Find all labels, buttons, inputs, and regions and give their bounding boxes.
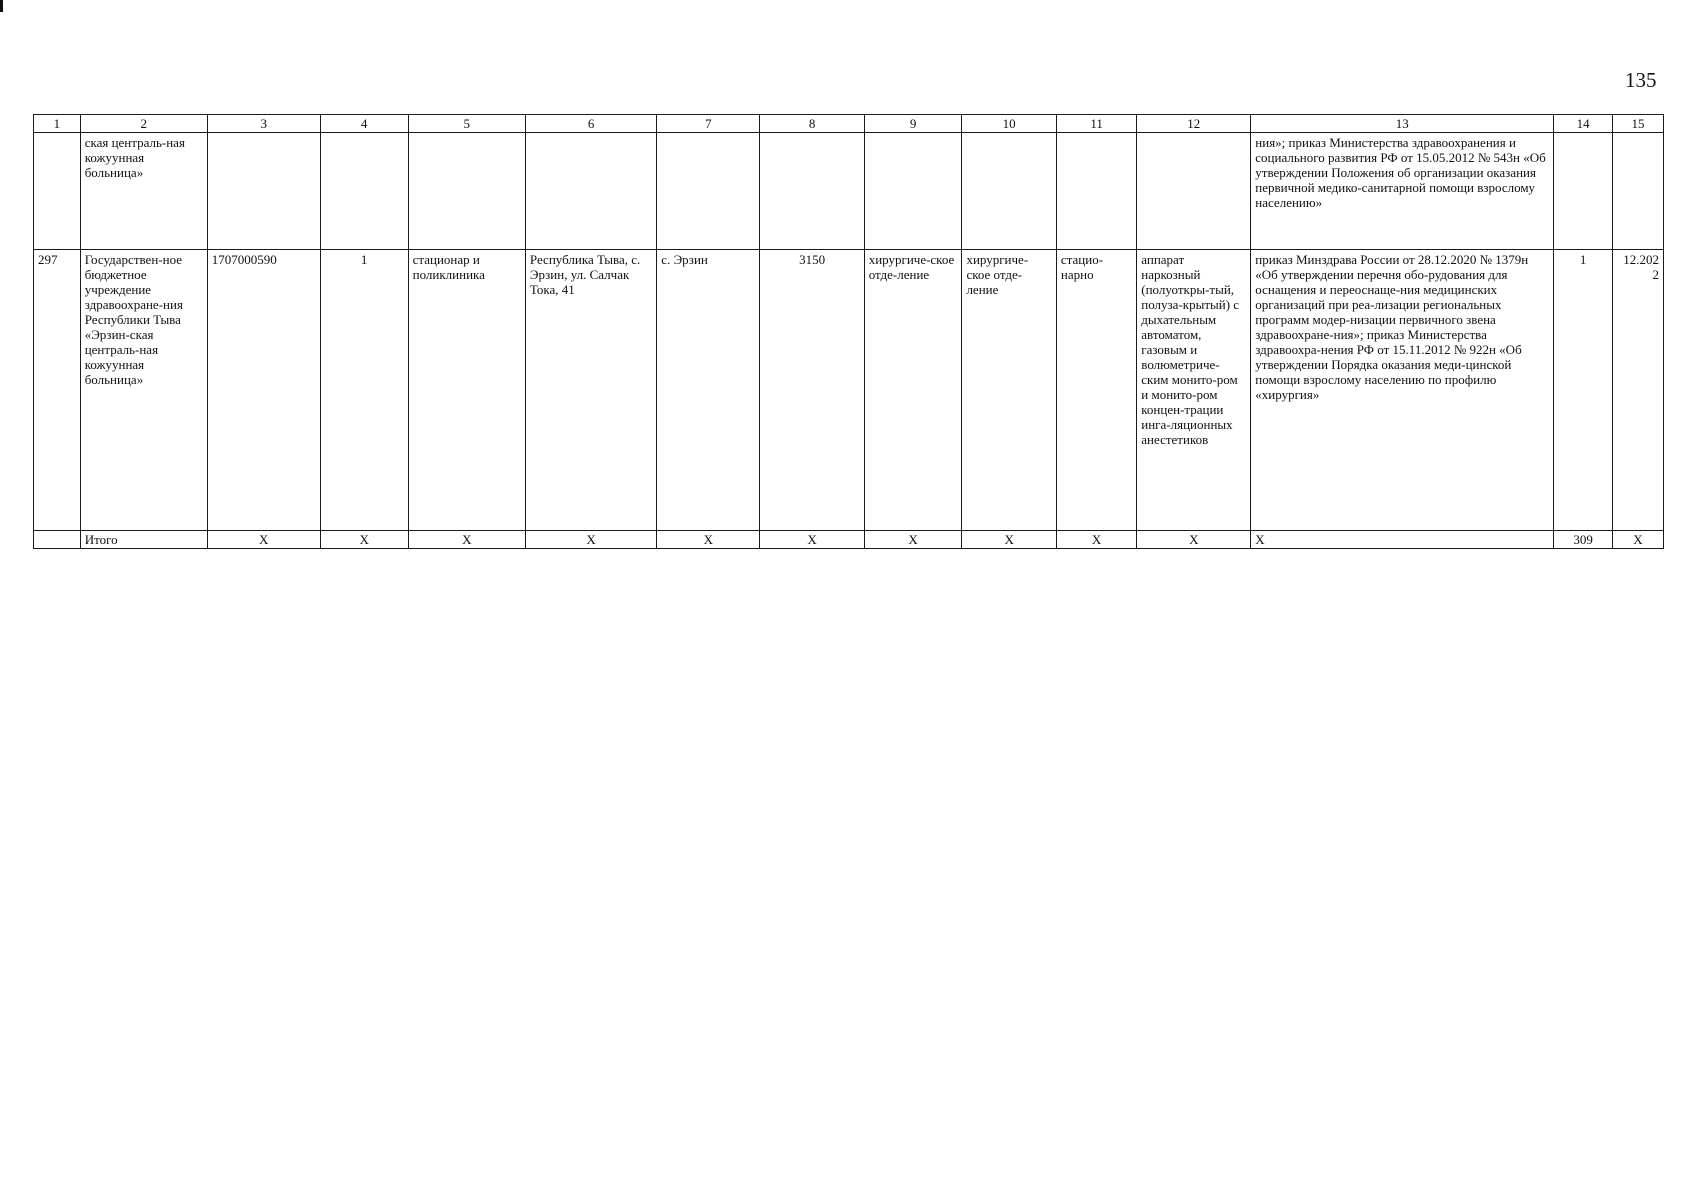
- table-row: [34, 133, 1664, 250]
- total-row: [34, 531, 1664, 549]
- cell-address: Республика Тыва, с. Эрзин, ул. Салчак Тока, 41: [525, 250, 656, 531]
- cell-c5: [408, 133, 525, 250]
- col-header-7: 7: [657, 115, 760, 133]
- cell-c8: [760, 133, 864, 250]
- cell-department: хирургиче-ское отде-ление: [864, 250, 962, 531]
- col-header-9: 9: [864, 115, 962, 133]
- cell-legal-basis: приказ Минздрава России от 28.12.2020 № 1379н «Об утверждении перечня обо-рудования для оснащения и переоснаще-ния медицинских организаций при реа-лизации региональных программ модер-низации первичного звена здравоохране-ния»; приказ Министерства здравоохра-нения РФ от 15.11.2012 № 922н «Об утверждении Порядка оказания меди-цинской помощи взрослому населению по профилю «хирургия»: [1251, 250, 1554, 531]
- col-header-15: 15: [1612, 115, 1663, 133]
- col-header-5: 5: [408, 115, 525, 133]
- total-x-c10: Х: [962, 531, 1056, 549]
- cell-care-form: стацио-нарно: [1056, 250, 1136, 531]
- cell-c1: [34, 133, 81, 250]
- cell-settlement: с. Эрзин: [657, 250, 760, 531]
- total-x-c7: Х: [657, 531, 760, 549]
- cell-facility-type: стационар и поликлиника: [408, 250, 525, 531]
- cell-inn: 1707000590: [207, 250, 320, 531]
- total-x-c4: Х: [320, 531, 408, 549]
- total-x-c8: Х: [760, 531, 864, 549]
- page-number: 135: [1625, 68, 1657, 92]
- cell-population: 3150: [760, 250, 864, 531]
- total-x-c3: Х: [207, 531, 320, 549]
- scan-corner-mark: [0, 0, 3, 12]
- col-header-2: 2: [80, 115, 207, 133]
- total-x-c12: Х: [1137, 531, 1251, 549]
- col-header-13: 13: [1251, 115, 1554, 133]
- total-x-c11: Х: [1056, 531, 1136, 549]
- equipment-registry-table: [33, 114, 1664, 549]
- cell-c7: [657, 133, 760, 250]
- col-header-3: 3: [207, 115, 320, 133]
- cell-equipment: аппарат наркозный (полуоткры-тый, полуза-крытый) с дыхательным автоматом, газовым и волюметриче-ским монито-ром и монито-ром концен-трации инга-ляционных анестетиков: [1137, 250, 1251, 531]
- cell-c12: [1137, 133, 1251, 250]
- cell-date: 12.2022: [1612, 250, 1663, 531]
- column-number-row: [34, 115, 1664, 133]
- total-label: Итого: [80, 531, 207, 549]
- total-x-c5: Х: [408, 531, 525, 549]
- cell-c10: [962, 133, 1056, 250]
- cell-c4: 1: [320, 250, 408, 531]
- cell-c1: [34, 531, 81, 549]
- cell-department-2: хирургиче-ское отде-ление: [962, 250, 1056, 531]
- total-x-c15: Х: [1612, 531, 1663, 549]
- col-header-11: 11: [1056, 115, 1136, 133]
- col-header-12: 12: [1137, 115, 1251, 133]
- cell-c3: [207, 133, 320, 250]
- cell-organization: Государствен-ное бюджетное учреждение здравоохране-ния Республики Тыва «Эрзин-ская централь-ная кожуунная больница»: [80, 250, 207, 531]
- cell-c4: [320, 133, 408, 250]
- total-x-c6: Х: [525, 531, 656, 549]
- col-header-14: 14: [1554, 115, 1613, 133]
- cell-c15: [1612, 133, 1663, 250]
- col-header-4: 4: [320, 115, 408, 133]
- cell-quantity: 1: [1554, 250, 1613, 531]
- cell-c6: [525, 133, 656, 250]
- cell-c14: [1554, 133, 1613, 250]
- total-quantity: 309: [1554, 531, 1613, 549]
- cell-c9: [864, 133, 962, 250]
- col-header-6: 6: [525, 115, 656, 133]
- col-header-8: 8: [760, 115, 864, 133]
- table-row: [34, 250, 1664, 531]
- col-header-10: 10: [962, 115, 1056, 133]
- cell-c11: [1056, 133, 1136, 250]
- total-x-c9: Х: [864, 531, 962, 549]
- cell-row-number: 297: [34, 250, 81, 531]
- total-x-c13: Х: [1251, 531, 1554, 549]
- cell-legal-basis: ния»; приказ Министерства здравоохранения и социального развития РФ от 15.05.2012 № 543н «Об утверждении Положения об организации оказания первичной медико-санитарной помощи взрослому населению»: [1251, 133, 1554, 250]
- col-header-1: 1: [34, 115, 81, 133]
- cell-organization: ская централь-ная кожуунная больница»: [80, 133, 207, 250]
